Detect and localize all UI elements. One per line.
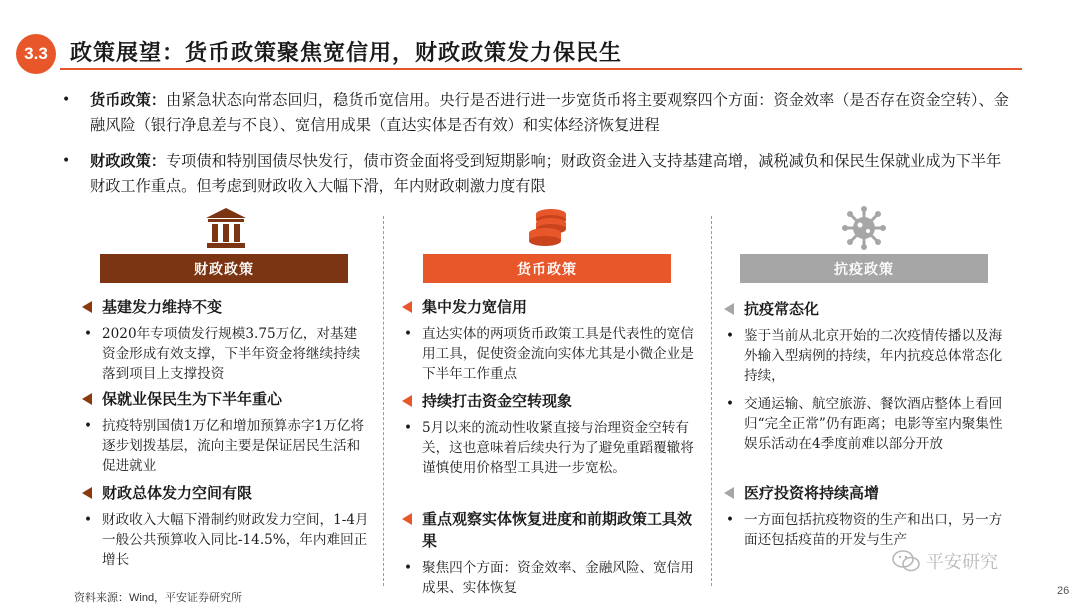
bank-icon xyxy=(204,206,248,250)
bullet-dot-icon: • xyxy=(404,326,413,342)
section-bullet: 5月以来的流动性收紧直接与治理资金空转有关，这也意味着后续央行为了避免重蹈覆辙将谨慎使用价格型工具进一步宽松。 xyxy=(422,420,694,476)
triangle-marker-icon xyxy=(402,513,412,525)
bullet-dot-icon: • xyxy=(62,92,71,108)
section-title: 基建发力维持不变 xyxy=(102,298,223,316)
page-number: 26 xyxy=(1057,585,1070,597)
section-bullet: 一方面包括抗疫物资的生产和出口，另一方面还包括疫苗的开发与生产 xyxy=(744,512,1003,548)
section-medical-investment xyxy=(722,482,1012,550)
title-divider xyxy=(60,68,1022,70)
section-title: 抗疫常态化 xyxy=(744,300,820,318)
triangle-marker-icon xyxy=(724,303,734,315)
bullet-dot-icon: • xyxy=(404,420,413,436)
section-title: 财政总体发力空间有限 xyxy=(102,484,253,502)
intro-label: 财政政策： xyxy=(90,152,166,170)
column-divider xyxy=(383,216,384,586)
section-title: 医疗投资将持续高增 xyxy=(744,484,880,502)
section-bullet: 财政收入大幅下滑制约财政发力空间，1-4月一般公共预算收入同比-14.5%，年内难回正增长 xyxy=(102,512,369,568)
section-bullet: 聚焦四个方面：资金效率、金融风险、宽信用成果、实体恢复 xyxy=(422,560,694,596)
section-bullet: 鉴于当前从北京开始的二次疫情传播以及海外输入型病例的持续，年内抗疫总体常态化持续， xyxy=(744,328,1003,384)
section-title: 重点观察实体恢复进度和前期政策工具效果 xyxy=(422,510,693,550)
triangle-marker-icon xyxy=(82,393,92,405)
section-idle-funds xyxy=(400,390,700,478)
watermark xyxy=(892,548,998,574)
triangle-marker-icon xyxy=(402,301,412,313)
section-bullet: 2020年专项债发行规模3.75万亿，对基建资金形成有效支撑，下半年资金将继续持续落到项目上支撑投资 xyxy=(102,326,361,382)
wechat-icon xyxy=(892,549,920,573)
bullet-dot-icon: • xyxy=(84,418,93,434)
triangle-marker-icon xyxy=(724,487,734,499)
source-note: 资料来源：Wind，平安证券研究所 xyxy=(74,592,243,604)
section-bullet: 交通运输、航空旅游、餐饮酒店整体上看回归“完全正常”仍有距离；电影等室内聚集性娱乐活动在4季度前难以部分开放 xyxy=(744,396,1003,452)
intro-text: 专项债和特别国债尽快发行，债市资金面将受到短期影响；财政资金进入支持基建高增，减税减负和保民生保就业成为下半年财政工作重点。但考虑到财政收入大幅下滑，年内财政刺激力度有限 xyxy=(90,152,1002,195)
triangle-marker-icon xyxy=(402,395,412,407)
column-epidemic xyxy=(722,206,1012,596)
column-fiscal xyxy=(80,206,370,596)
bullet-dot-icon: • xyxy=(84,326,93,342)
column-header-monetary: 货币政策 xyxy=(423,254,671,283)
section-fiscal-space xyxy=(80,482,370,570)
section-infrastructure xyxy=(80,296,370,384)
column-header-epidemic: 抗疫政策 xyxy=(740,254,988,283)
section-title: 保就业保民生为下半年重心 xyxy=(102,390,283,408)
intro-bullet-fiscal xyxy=(62,149,1012,199)
section-normalization xyxy=(722,298,1012,454)
bullet-dot-icon: • xyxy=(62,153,71,169)
coin-stack-icon xyxy=(525,206,569,250)
bullet-dot-icon: • xyxy=(726,328,735,344)
section-bullet: 抗疫特别国债1万亿和增加预算赤字1万亿将逐步划拨基层，流向主要是保证居民生活和促进就业 xyxy=(102,418,364,474)
column-divider xyxy=(711,216,712,586)
page-title: 政策展望：货币政策聚焦宽信用，财政政策发力保民生 xyxy=(70,40,623,66)
section-observation xyxy=(400,508,700,598)
bullet-dot-icon: • xyxy=(404,560,413,576)
intro-bullet-monetary xyxy=(62,88,1012,138)
intro-text: 由紧急状态向常态回归，稳货币宽信用。央行是否进行进一步宽货币将主要观察四个方面：资金效率（是否存在资金空转）、金融风险（银行净息差与不良）、宽信用成果（直达实体是否有效）和实体经济恢复进程 xyxy=(90,91,1009,134)
section-bullet: 直达实体的两项货币政策工具是代表性的宽信用工具，促使资金流向实体尤其是小微企业是下半年工作重点 xyxy=(422,326,694,382)
watermark-text: 平安研究 xyxy=(926,552,998,573)
bullet-dot-icon: • xyxy=(726,512,735,528)
bullet-dot-icon: • xyxy=(726,396,735,412)
section-broad-credit xyxy=(400,296,700,384)
intro-label: 货币政策： xyxy=(90,91,166,109)
column-header-fiscal: 财政政策 xyxy=(100,254,348,283)
section-title: 集中发力宽信用 xyxy=(422,298,528,316)
triangle-marker-icon xyxy=(82,487,92,499)
section-number-badge: 3.3 xyxy=(16,34,56,74)
triangle-marker-icon xyxy=(82,301,92,313)
virus-icon xyxy=(842,206,886,250)
section-employment xyxy=(80,388,370,476)
column-monetary xyxy=(400,206,700,596)
section-title: 持续打击资金空转现象 xyxy=(422,392,573,410)
bullet-dot-icon: • xyxy=(84,512,93,528)
